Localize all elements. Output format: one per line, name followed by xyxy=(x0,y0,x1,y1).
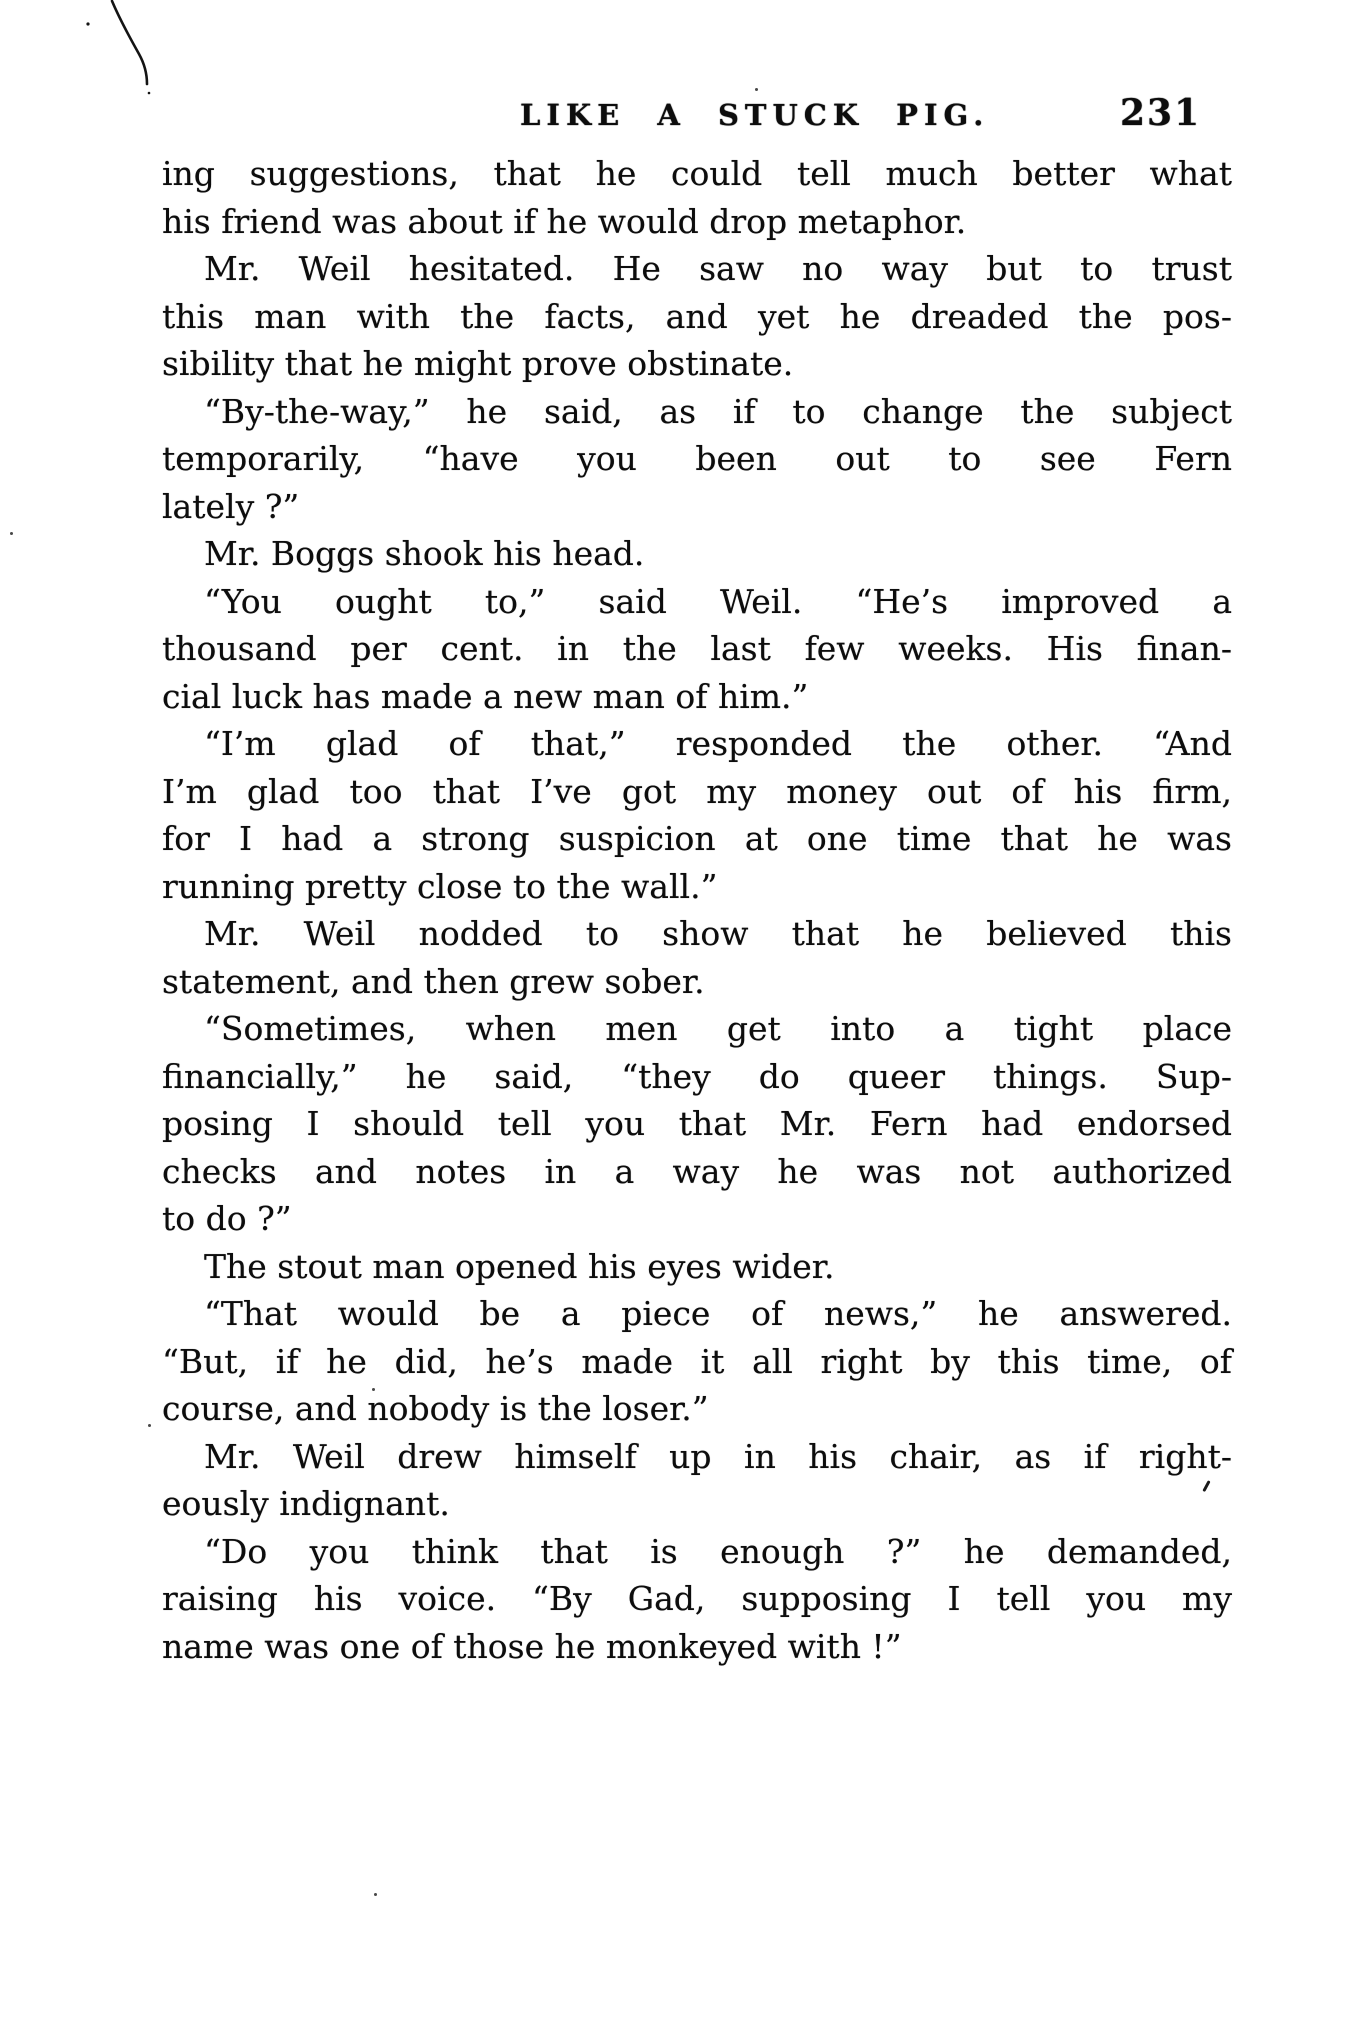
text-line: cial luck has made a new man of him.” xyxy=(162,676,809,716)
text-line: for I had a strong suspicion at one time that he was xyxy=(162,819,1232,858)
ink-speck xyxy=(148,1424,151,1427)
ink-speck xyxy=(374,1893,377,1896)
running-header xyxy=(0,92,1357,138)
paragraph xyxy=(162,578,1232,721)
text-line: ing suggestions, that he could tell much better what xyxy=(162,154,1232,193)
text-line: “I’m glad of that,” responded the other. “And xyxy=(204,724,1232,763)
paragraph xyxy=(162,1290,1232,1433)
text-line: “Sometimes, when men get into a tight place xyxy=(204,1009,1232,1048)
text-line: raising his voice. “By Gad, supposing I tell you my xyxy=(162,1579,1232,1618)
text-line: Mr. Boggs shook his head. xyxy=(204,534,645,573)
text-line: sibility that he might prove obstinate. xyxy=(162,344,794,383)
paragraph xyxy=(162,1005,1232,1243)
paragraph xyxy=(162,245,1232,388)
text-line: running pretty close to the wall.” xyxy=(162,866,718,906)
paragraph xyxy=(162,1528,1232,1671)
text-line: I’m glad too that I’ve got my money out of his firm, xyxy=(162,771,1232,811)
text-line: thousand per cent. in the last few weeks. His finan- xyxy=(162,629,1232,668)
paragraph xyxy=(162,1243,1232,1291)
paragraph xyxy=(162,530,1232,578)
text-line: posing I should tell you that Mr. Fern had endorsed xyxy=(162,1104,1232,1143)
text-line: course, and nobody is the loser.” xyxy=(162,1389,709,1428)
page-number: 231 xyxy=(1120,92,1202,134)
text-line: “But, if he did, he’s made it all right by this time, of xyxy=(162,1341,1232,1381)
text-line: temporarily, “have you been out to see Fern xyxy=(162,439,1232,478)
text-line: this man with the facts, and yet he dreaded the pos- xyxy=(162,296,1232,336)
text-line: eously indignant. xyxy=(162,1484,450,1523)
paragraph xyxy=(162,388,1232,531)
paragraph xyxy=(162,150,1232,245)
paragraph xyxy=(162,720,1232,910)
text-line: his friend was about if he would drop metaphor. xyxy=(162,201,967,241)
body-text xyxy=(162,150,1232,1670)
text-line: Mr. Weil nodded to show that he believed this xyxy=(204,914,1232,953)
pen-scratch-mark xyxy=(70,0,190,100)
text-line: to do ?” xyxy=(162,1199,292,1238)
ink-speck xyxy=(10,532,13,535)
text-line: Mr. Weil drew himself up in his chair, as if right- xyxy=(204,1436,1232,1476)
ink-speck xyxy=(755,88,758,91)
text-line: financially,” he said, “they do queer things. Sup- xyxy=(162,1056,1232,1096)
text-line: checks and notes in a way he was not authorized xyxy=(162,1151,1232,1191)
paragraph xyxy=(162,1433,1232,1528)
text-line: “By-the-way,” he said, as if to change the subject xyxy=(204,391,1232,431)
text-line: statement, and then grew sober. xyxy=(162,961,705,1001)
text-line: name was one of those he monkeyed with !” xyxy=(162,1626,902,1666)
running-title: LIKE A STUCK PIG. xyxy=(520,98,990,132)
paragraph xyxy=(162,910,1232,1005)
text-line: “You ought to,” said Weil. “He’s improved a xyxy=(204,581,1232,621)
text-line: “That would be a piece of news,” he answered. xyxy=(204,1294,1232,1333)
text-line: lately ?” xyxy=(162,486,300,526)
text-line: “Do you think that is enough ?” he demanded, xyxy=(204,1531,1232,1571)
text-line: Mr. Weil hesitated. He saw no way but to trust xyxy=(204,249,1232,288)
text-line: The stout man opened his eyes wider. xyxy=(204,1246,835,1286)
